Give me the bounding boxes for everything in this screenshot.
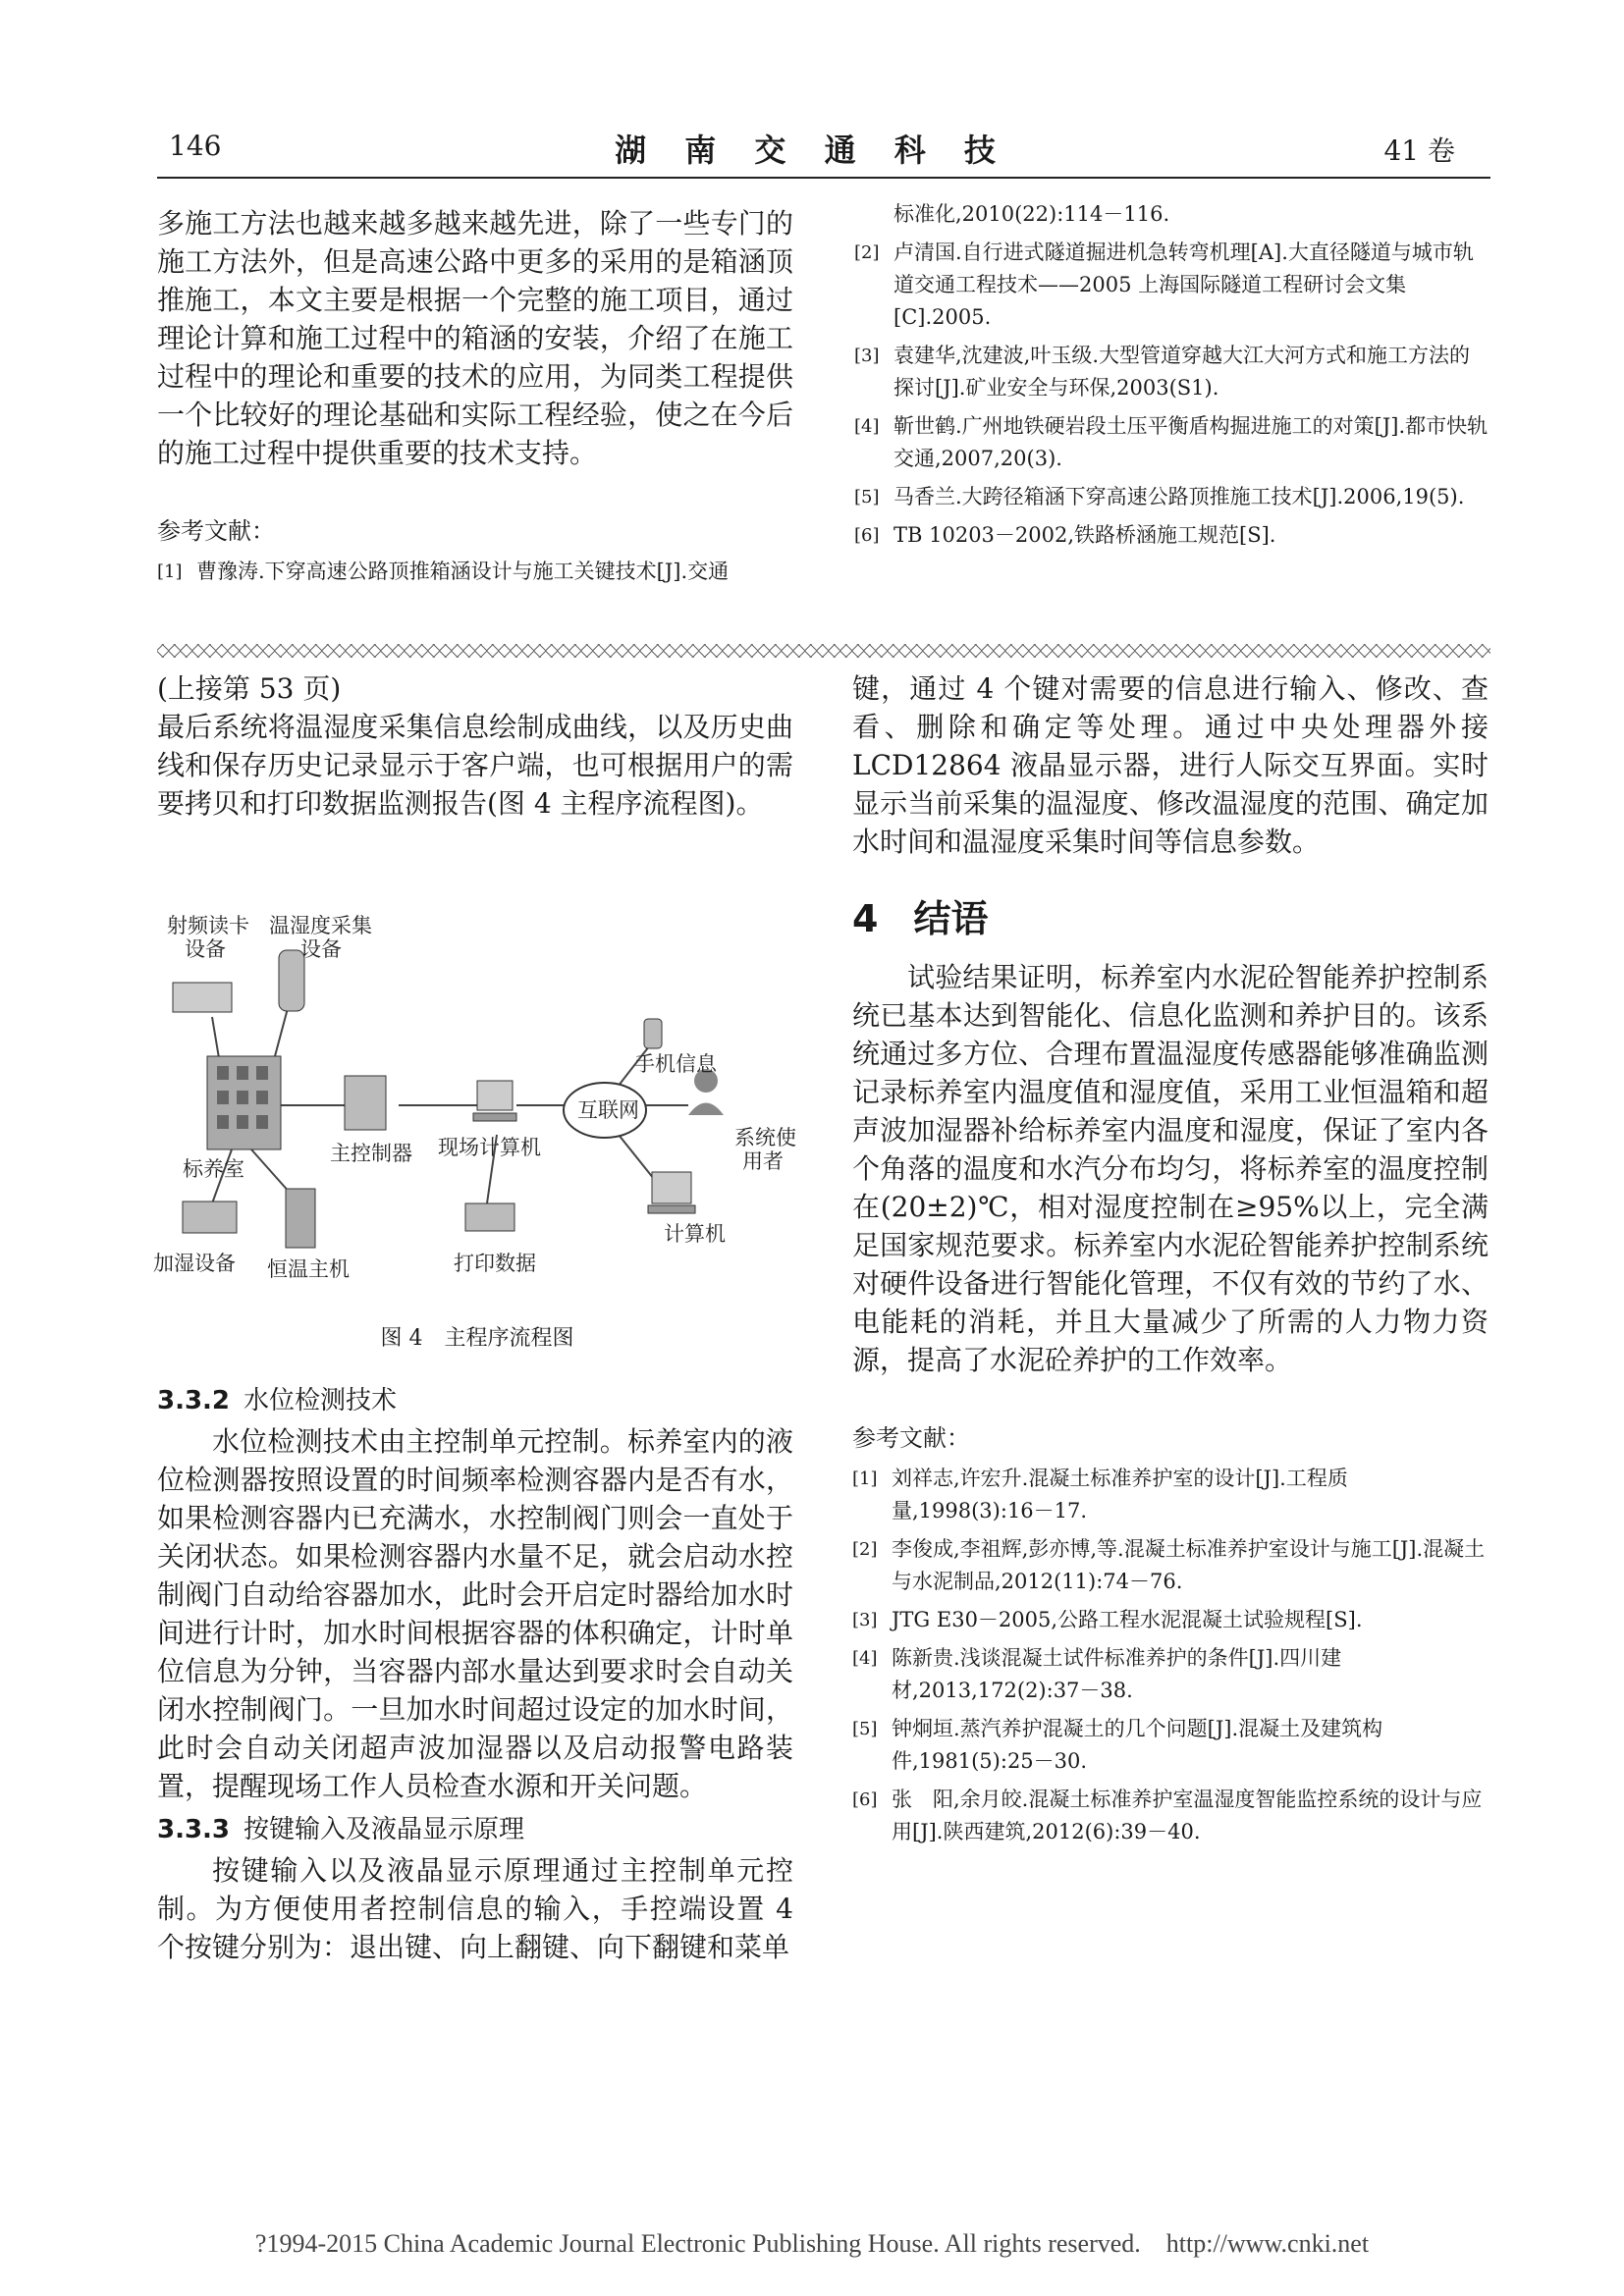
copyright-footer: ?1994-2015 China Academic Journal Electronic Publishing House. All rights reserved. http://www.cnki.net <box>254 2229 1370 2258</box>
ref-text: 李俊成,李祖辉,彭亦博,等.混凝土标准养护室设计与施工[J].混凝土与水泥制品,2012(11):74－76. <box>892 1537 1486 1593</box>
ref-number: [5] <box>854 487 880 507</box>
label-thermostat: 恒温主机 <box>267 1257 350 1281</box>
label-site-pc: 现场计算机 <box>438 1136 541 1159</box>
printer-device <box>465 1203 514 1231</box>
ref-number: [4] <box>854 416 880 437</box>
ref-text: 陈新贵.浅谈混凝土试件标准养护的条件[J].四川建材,2013,172(2):37－38. <box>892 1646 1342 1702</box>
article-separator <box>157 644 1490 658</box>
ref-item <box>852 1642 1489 1707</box>
label-internet: 互联网 <box>577 1098 639 1122</box>
humidifier-device <box>183 1201 237 1233</box>
section-heading-conclusion: 4 结语 <box>852 897 989 940</box>
ref-number: [6] <box>852 1789 878 1810</box>
volume-label: 41 卷 <box>1383 134 1455 167</box>
label-humidifier: 加湿设备 <box>153 1252 236 1275</box>
header-rule <box>157 177 1490 179</box>
site-computer <box>473 1081 516 1121</box>
curing-room-building <box>207 1056 281 1149</box>
ref-text: 刘祥志,许宏升.混凝土标准养护室的设计[J].工程质量,1998(3):16－17. <box>892 1467 1348 1522</box>
ref-text: 曹豫涛.下穿高速公路顶推箱涵设计与施工关键技术[J].交通 <box>196 560 730 583</box>
ref-text: 袁建华,沈建波,叶玉级.大型管道穿越大江大河方式和施工方法的探讨[J].矿业安全与环保,2003(S1). <box>893 344 1471 400</box>
refs-title: 参考文献： <box>157 517 275 545</box>
ref-text: 卢清国.自行进式隧道掘进机急转弯机理[A].大直径隧道与城市轨道交通工程技术——2005 上海国际隧道工程研讨会文集[C].2005. <box>893 240 1474 329</box>
left-column <box>157 669 793 823</box>
label-sensor-2: 设备 <box>300 937 342 961</box>
ref-number: [2] <box>852 1539 878 1560</box>
ref-item <box>852 1784 1489 1848</box>
ref-number: [1] <box>157 561 183 582</box>
ref-item <box>854 410 1489 475</box>
ref-number: [1] <box>852 1468 878 1489</box>
label-pc: 计算机 <box>664 1222 726 1246</box>
ref-item-continued <box>854 198 1489 231</box>
ref-item <box>852 1713 1489 1778</box>
page-number: 146 <box>169 130 222 162</box>
rf-reader-device <box>173 983 232 1012</box>
label-room: 标养室 <box>183 1157 244 1181</box>
ref-text: 张 阳,余月皎.混凝土标准养护室温湿度智能监控系统的设计与应用[J].陕西建筑,2012(6):39－40. <box>892 1788 1483 1843</box>
ref-text: 靳世鹤.广州地铁硬岩段土压平衡盾构掘进施工的对策[J].都市快轨交通,2007,20(3). <box>893 414 1489 470</box>
ref-item <box>852 1463 1489 1527</box>
label-sensor: 温湿度采集 <box>269 914 372 937</box>
label-controller: 主控制器 <box>330 1142 412 1165</box>
section-heading-333: 3.3.3 按键输入及液晶显示原理 <box>157 1815 525 1844</box>
system-diagram <box>153 909 801 1282</box>
computer-device <box>648 1172 695 1213</box>
top-right-column <box>854 198 1489 558</box>
ref-item <box>157 556 793 588</box>
conclusion-text: 试验结果证明，标养室内水泥砼智能养护控制系统已基本达到智能化、信息化监测和养护目的。该系统通过多方位、合理布置温湿度传感器能够准确监测记录标养室内温度值和湿度值，采用工业恒温箱和超声波加湿器补给标养室内温度和湿度，保证了室内各个角落的温度和水汽分布均匀，将标养室的温度控制在(20±2)℃，相对湿度控制在≥95%以上，完全满足国家规范要求。标养室内水泥砼智能养护控制系统对硬件设备进行智能化管理，不仅有效的节约了水、电能耗的消耗，并且大量减少了所需的人力物力资源，提高了水泥砼养护的工作效率。 <box>852 961 1489 1376</box>
section-333-text: 按键输入以及液晶显示原理通过主控制单元控制。为方便使用者控制信息的输入，手控端设置 4 个按键分别为：退出键、向上翻键、向下翻键和菜单 <box>157 1854 793 1963</box>
intro-paragraph: 多施工方法也越来越多越来越先进，除了一些专门的施工方法外，但是高速公路中更多的采用的是箱涵顶推施工，本文主要是根据一个完整的施工项目，通过理论计算和施工过程中的箱涵的安装，介绍了在施工过程中的理论和重要的技术的应用，为同类工程提供一个比较好的理论基础和实际工程经验，使之在今后的施工过程中提供重要的技术支持。 <box>157 207 793 469</box>
ref-item <box>854 237 1489 334</box>
ref-number: [2] <box>854 242 880 263</box>
ref-item <box>852 1604 1489 1636</box>
left-sections <box>157 1376 793 1966</box>
label-printer: 打印数据 <box>454 1252 536 1275</box>
controller-device <box>345 1076 386 1130</box>
continued-paragraph: 键，通过 4 个键对需要的信息进行输入、修改、查看、删除和确定等处理。通过中央处理器外接 LCD12864 液晶显示器，进行人际交互界面。实时显示当前采集的温湿度、修改温湿度的范围、确定加水时间和温湿度采集时间等信息参数。 <box>852 672 1489 858</box>
ref-number: [5] <box>852 1719 878 1739</box>
ref-number: [4] <box>852 1648 878 1669</box>
ref-text: 钟炯垣.蒸汽养护混凝土的几个问题[J].混凝土及建筑构件,1981(5):25－30. <box>892 1717 1383 1773</box>
label-phone: 手机信息 <box>634 1052 717 1076</box>
figure-caption: 图 4 主程序流程图 <box>380 1326 574 1351</box>
ref-item <box>854 340 1489 404</box>
continued-note: (上接第 53 页) <box>157 672 342 705</box>
top-left-column <box>157 204 793 594</box>
ref-item <box>852 1533 1489 1598</box>
ref-number: [3] <box>852 1610 878 1630</box>
label-user-2: 用者 <box>742 1149 784 1173</box>
label-rf-reader-2: 设备 <box>185 937 226 961</box>
ref-text: TB 10203－2002,铁路桥涵施工规范[S]. <box>893 523 1276 547</box>
label-user: 系统使 <box>734 1126 796 1149</box>
ref-text: 马香兰.大跨径箱涵下穿高速公路顶推施工技术[J].2006,19(5). <box>893 485 1465 508</box>
section-heading-332: 3.3.2 水位检测技术 <box>157 1386 398 1415</box>
refs-title: 参考文献： <box>852 1424 970 1452</box>
ref-number: [3] <box>854 346 880 366</box>
ref-item <box>854 519 1489 552</box>
journal-title: 湖 南 交 通 科 技 <box>615 132 1009 169</box>
user-icon <box>688 1069 724 1115</box>
section-332-text: 水位检测技术由主控制单元控制。标养室内的液位检测器按照设置的时间频率检测容器内是否有水，如果检测容器内已充满水，水控制阀门则会一直处于关闭状态。如果检测容器内水量不足，就会启动水控制阀门自动给容器加水，此时会开启定时器给加水时间进行计时，加水时间根据容器的体积确定，计时单位信息为分钟，当容器内部水量达到要求时会自动关闭水控制阀门。一旦加水时间超过设定的加水时间，此时会自动关闭超声波加湿器以及启动报警电路装置，提醒现场工作人员检查水源和开关问题。 <box>157 1425 793 1802</box>
label-rf-reader: 射频读卡 <box>167 914 249 937</box>
ref-text: 标准化,2010(22):114－116. <box>893 202 1170 226</box>
body-paragraph: 最后系统将温湿度采集信息绘制成曲线，以及历史曲线和保存历史记录显示于客户端，也可根据用户的需要拷贝和打印数据监测报告(图 4 主程序流程图)。 <box>157 711 793 820</box>
right-column <box>852 669 1489 1854</box>
ref-number: [6] <box>854 525 880 546</box>
phone-device <box>644 1019 662 1048</box>
ref-item <box>854 481 1489 513</box>
ref-text: JTG E30－2005,公路工程水泥混凝土试验规程[S]. <box>892 1608 1363 1631</box>
thermostat-device <box>286 1189 315 1248</box>
